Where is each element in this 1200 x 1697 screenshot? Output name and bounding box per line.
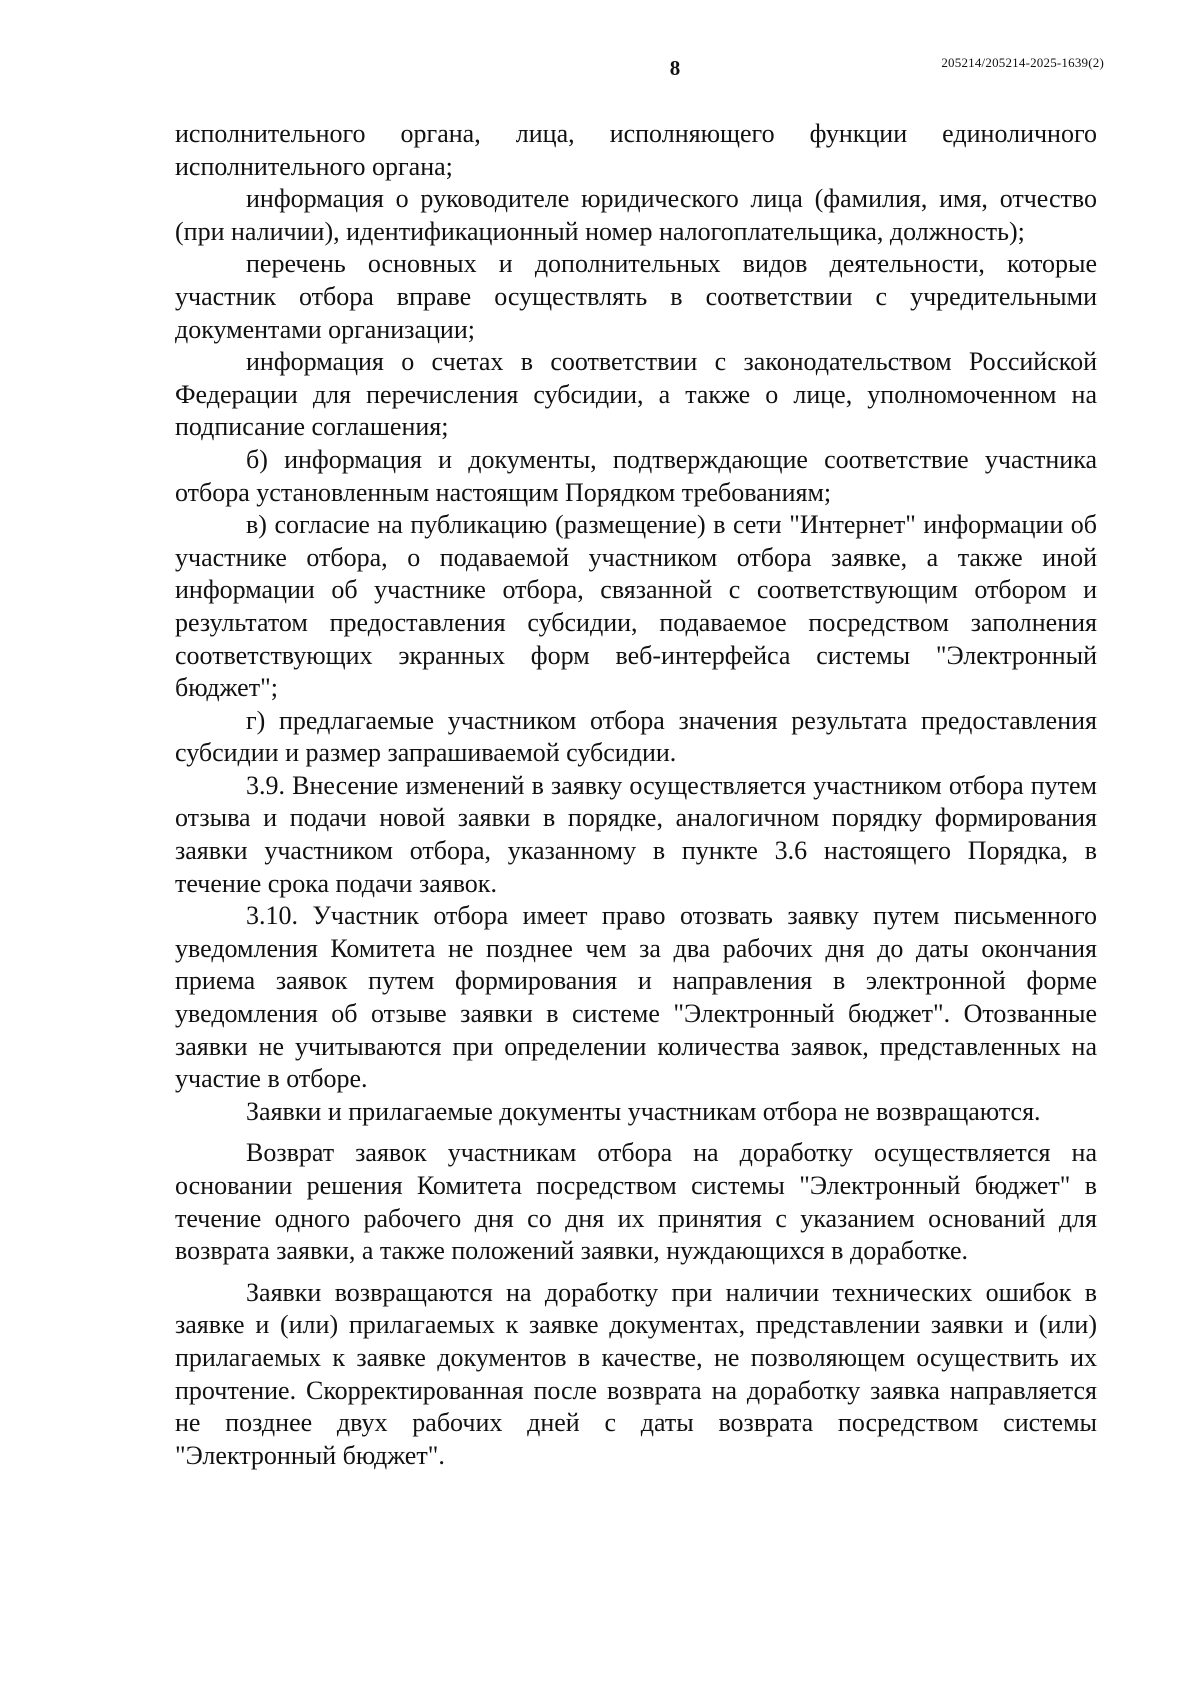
paragraph-revision-conditions: Заявки возвращаются на доработку при наличии технических ошибок в заявке и (или) прилагаемых к заявке документах, представлении заявки и (или) прилагаемых к заявке документов в качестве, не позволяющем осуществить их прочтение. Скорректированная после возврата на доработку заявка направляется не позднее двух рабочих дней с даты возврата посредством системы "Электронный бюджет". (175, 1277, 1097, 1470)
paragraph-item-b: б) информация и документы, подтверждающие соответствие участника отбора установленным настоящим Порядком требованиям; (175, 444, 1097, 507)
paragraph-not-returned: Заявки и прилагаемые документы участникам отбора не возвращаются. (246, 1096, 1041, 1126)
paragraph-activities: перечень основных и дополнительных видов деятельности, которые участник отбора вправе осуществлять в соответствии с учредительными документами организации; (175, 249, 1097, 344)
paragraph-clause-3-9: 3.9. Внесение изменений в заявку осуществляется участником отбора путем отзыва и подачи новой заявки в порядке, аналогичном порядку формирования заявки участником отбора, указанному в пункте 3.6 настоящего Порядка, в течение срока подачи заявок. (175, 770, 1097, 898)
document-body (175, 118, 1097, 1472)
document-id: 205214/205214-2025-1639(2) (941, 55, 1104, 70)
paragraph-item-g: г) предлагаемые участником отбора значения результата предоставления субсидии и размер запрашиваемой субсидии. (175, 705, 1097, 768)
paragraph-accounts: информация о счетах в соответствии с законодательством Российской Федерации для перечисления субсидии, а также о лице, уполномоченном на подписание соглашения; (175, 347, 1097, 442)
paragraph-return-for-revision: Возврат заявок участникам отбора на доработку осуществляется на основании решения Комитета посредством системы "Электронный бюджет" в течение одного рабочего дня со дня их принятия с указанием оснований для возврата заявки, а также положений заявки, нуждающихся в доработке. (175, 1138, 1097, 1266)
paragraph-item-v: в) согласие на публикацию (размещение) в сети "Интернет" информации об участнике отбора, о подаваемой участником отбора заявке, а также иной информации об участнике отбора, связанной с соответствующим отбором и результатом предоставления субсидии, подаваемое посредством заполнения соответствующих экранных форм веб-интерфейса системы "Электронный бюджет"; (175, 510, 1097, 703)
paragraph-continuation: исполнительного органа, лица, исполняющего функции единоличного исполнительного органа; (175, 119, 1097, 181)
paragraph-head-info: информация о руководителе юридического лица (фамилия, имя, отчество (при наличии), идентификационный номер налогоплательщика, должность); (175, 184, 1097, 246)
paragraph-clause-3-10: 3.10. Участник отбора имеет право отозвать заявку путем письменного уведомления Комитета не позднее чем за два рабочих дня до даты окончания приема заявок путем формирования и направления в электронной форме уведомления об отзыве заявки в системе "Электронный бюджет". Отозванные заявки не учитываются при определении количества заявок, представленных на участие в отборе. (175, 901, 1097, 1094)
page-number: 8 (669, 56, 681, 80)
